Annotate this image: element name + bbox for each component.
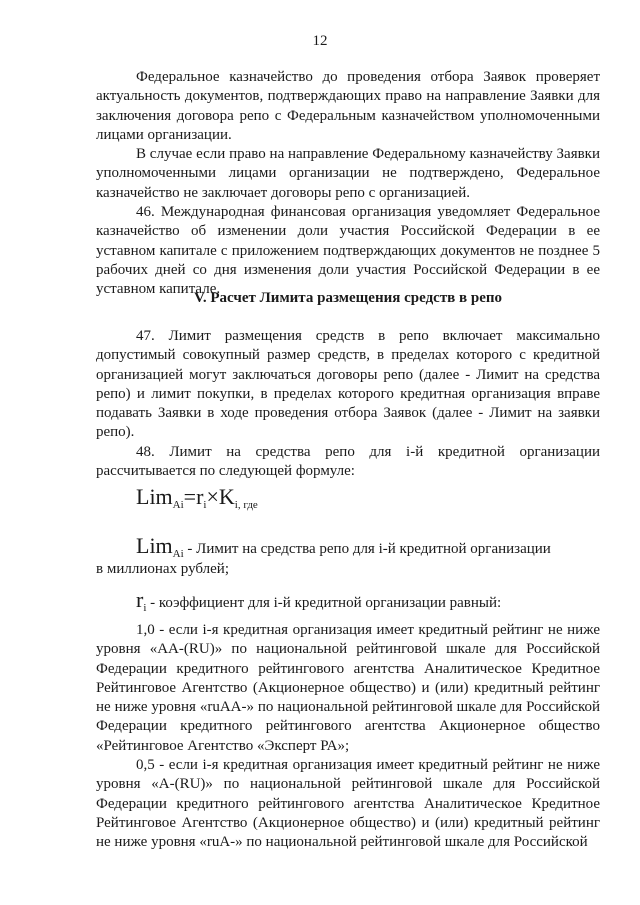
formula-lim: Lim: [136, 484, 173, 509]
definition-lim-sub: Ai: [172, 548, 184, 560]
limit-formula: [136, 484, 258, 510]
paragraph: 48. Лимит на средства репо для i-й кредитной организации рассчитывается по следующей формуле:: [96, 443, 600, 480]
paragraph: 1,0 - если i-я кредитная организация имеет кредитный рейтинг не ниже уровня «АА-(RU)» по национальной рейтинговой шкале для Российской Федерации кредитного рейтингового агентства Аналитическое Кредитное Рейтинговое Агентство (Акционерное общество) и (или) кредитный рейтинг не ниже уровня «ruAA-» по национальной рейтинговой шкале для Российской Федерации кредитного рейтингового агентства Акционерное общество «Рейтинговое Агентство «Эксперт РА»;: [96, 622, 600, 754]
paragraph: В случае если право на направление Федеральному казначейству Заявки уполномоченными лицами организации не подтверждено, Федеральное казначейство не заключает договоры репо с организацией.: [96, 146, 600, 201]
paragraph: Федеральное казначейство до проведения отбора Заявок проверяет актуальность документов, подтверждающих право на направление Заявки для заключения договора репо с Федеральным казначейством уполномоченными лицами организации.: [96, 69, 600, 143]
definition-lim-text: - Лимит на средства репо для i-й кредитной организации: [183, 541, 551, 557]
formula-r-sub: i: [203, 499, 207, 511]
paragraph: 47. Лимит размещения средств в репо включает максимально допустимый совокупный размер средств, в пределах которого с кредитной организацией могут заключаться договоры репо (далее - Лимит на средства репо) и лимит покупки, в пределах которого кредитная организация вправе подавать Заявки в ходе проведения отбора Заявок (далее - Лимит на заявки репо).: [96, 328, 600, 441]
definition-r-symbol: r: [136, 587, 144, 612]
definition-r: [96, 587, 600, 614]
formula-eq: =: [183, 484, 197, 509]
definition-r-text: - коэффициент для i-й кредитной организации равный:: [146, 595, 502, 611]
formula-k: K: [218, 484, 235, 509]
formula-lim-sub: Ai: [172, 499, 184, 511]
top-text-block: [96, 68, 600, 300]
page-number: 12: [312, 33, 328, 49]
mid-text-block: [96, 327, 600, 481]
paragraph: 0,5 - если i-я кредитная организация имеет кредитный рейтинг не ниже уровня «A-(RU)» по национальной рейтинговой шкале для Российской Федерации кредитного рейтингового агентства Аналитическое Кредитное Рейтинговое Агентство (Акционерное общество) и (или) кредитный рейтинг не ниже уровня «ruA-» по национальной рейтинговой шкале для Российской: [96, 757, 600, 851]
formula-r: r: [196, 484, 204, 509]
definition-lim-symbol: Lim: [136, 533, 173, 558]
definition-r-sub: i: [143, 602, 147, 614]
definition-lim: [96, 533, 600, 580]
formula-k-sub: i: [234, 499, 238, 511]
section-heading: V. Расчет Лимита размещения средств в репо: [193, 290, 503, 306]
formula-times: ×: [206, 484, 219, 509]
paragraph: 46. Международная финансовая организация уведомляет Федеральное казначейство об изменении доли участия Российской Федерации в ее уставном капитале с приложением подтверждающих документов не позднее 5 рабочих дней со дня изменения доли участия Российской Федерации в ее уставном капитале.: [96, 204, 600, 298]
bottom-text-block: [96, 621, 600, 853]
formula-tail: , где: [237, 499, 258, 511]
definition-lim-cont: в миллионах рублей;: [96, 561, 229, 578]
